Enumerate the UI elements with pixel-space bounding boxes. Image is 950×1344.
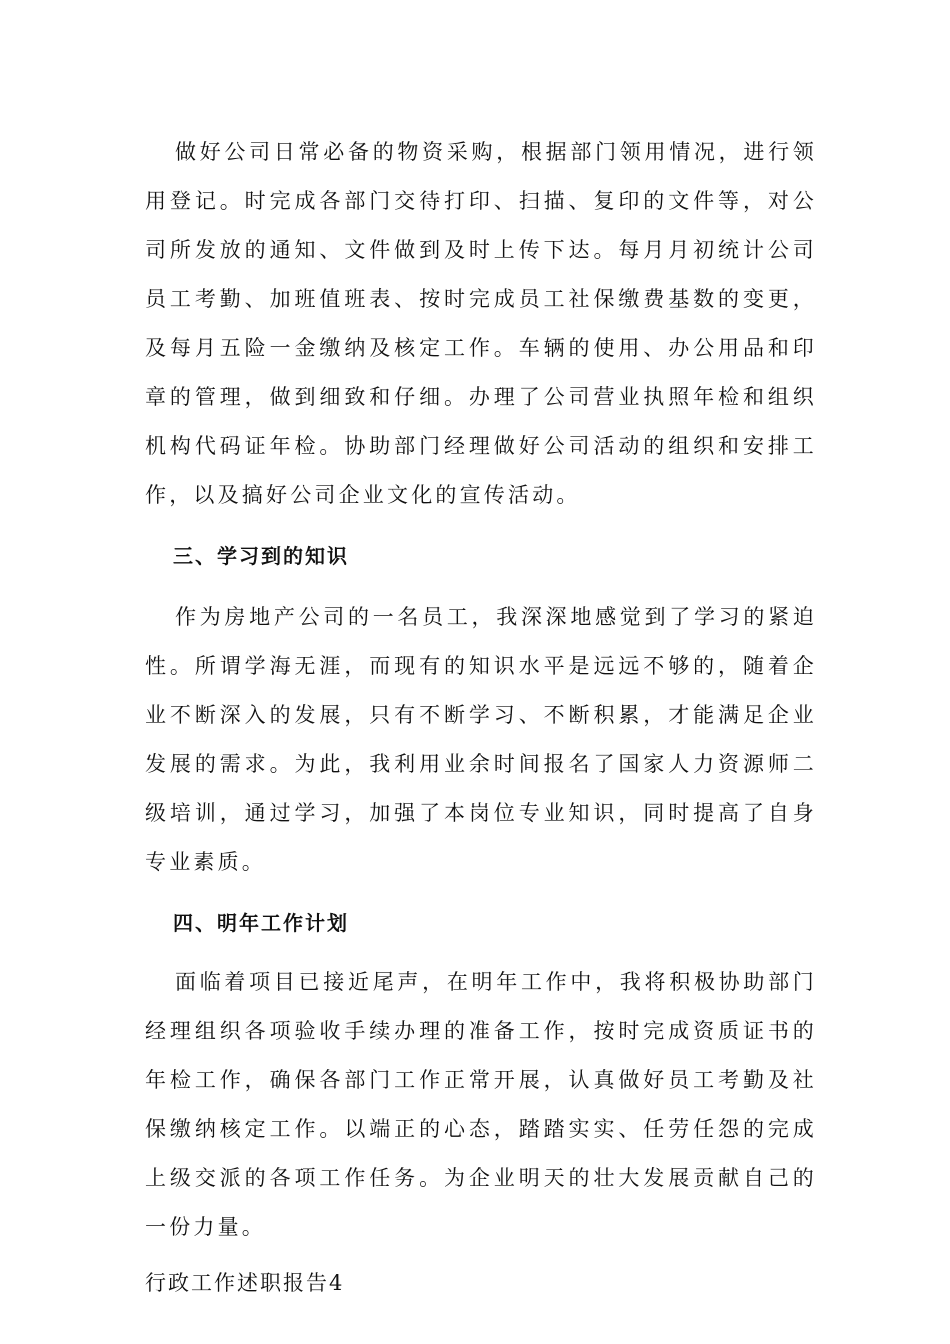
next-report-title: 行政工作述职报告4 xyxy=(145,1271,345,1295)
paragraph-learning: 作为房地产公司的一名员工，我深深地感觉到了学习的紧迫性。所谓学海无涯，而现有的知识水平是远远不够的，随着企业不断深入的发展，只有不断学习、不断积累，才能满足企业发展的需求。为此，我利用业余时间报名了国家人力资源师二级培训，通过学习，加强了本岗位专业知识，同时提高了自身专业素质。 xyxy=(145,605,817,874)
document-body xyxy=(145,128,817,1298)
section-heading-knowledge: 三、学习到的知识 xyxy=(173,544,349,568)
paragraph-procurement-duties: 做好公司日常必备的物资采购，根据部门领用情况，进行领用登记。时完成各部门交待打印、扫描、复印的文件等，对公司所发放的通知、文件做到及时上传下达。每月月初统计公司员工考勤、加班值班表、按时完成员工社保缴费基数的变更，及每月五险一金缴纳及核定工作。车辆的使用、办公用品和印章的管理，做到细致和仔细。办理了公司营业执照年检和组织机构代码证年检。协助部门经理做好公司活动的组织和安排工作，以及搞好公司企业文化的宣传活动。 xyxy=(145,140,817,507)
paragraph-plan: 面临着项目已接近尾声，在明年工作中，我将积极协助部门经理组织各项验收手续办理的准备工作，按时完成资质证书的年检工作，确保各部门工作正常开展，认真做好员工考勤及社保缴纳核定工作。以端正的心态，踏踏实实、任劳任怨的完成上级交派的各项工作任务。为企业明天的壮大发展贡献自己的一份力量。 xyxy=(145,970,817,1239)
section-heading-next-year-plan: 四、明年工作计划 xyxy=(173,911,349,935)
